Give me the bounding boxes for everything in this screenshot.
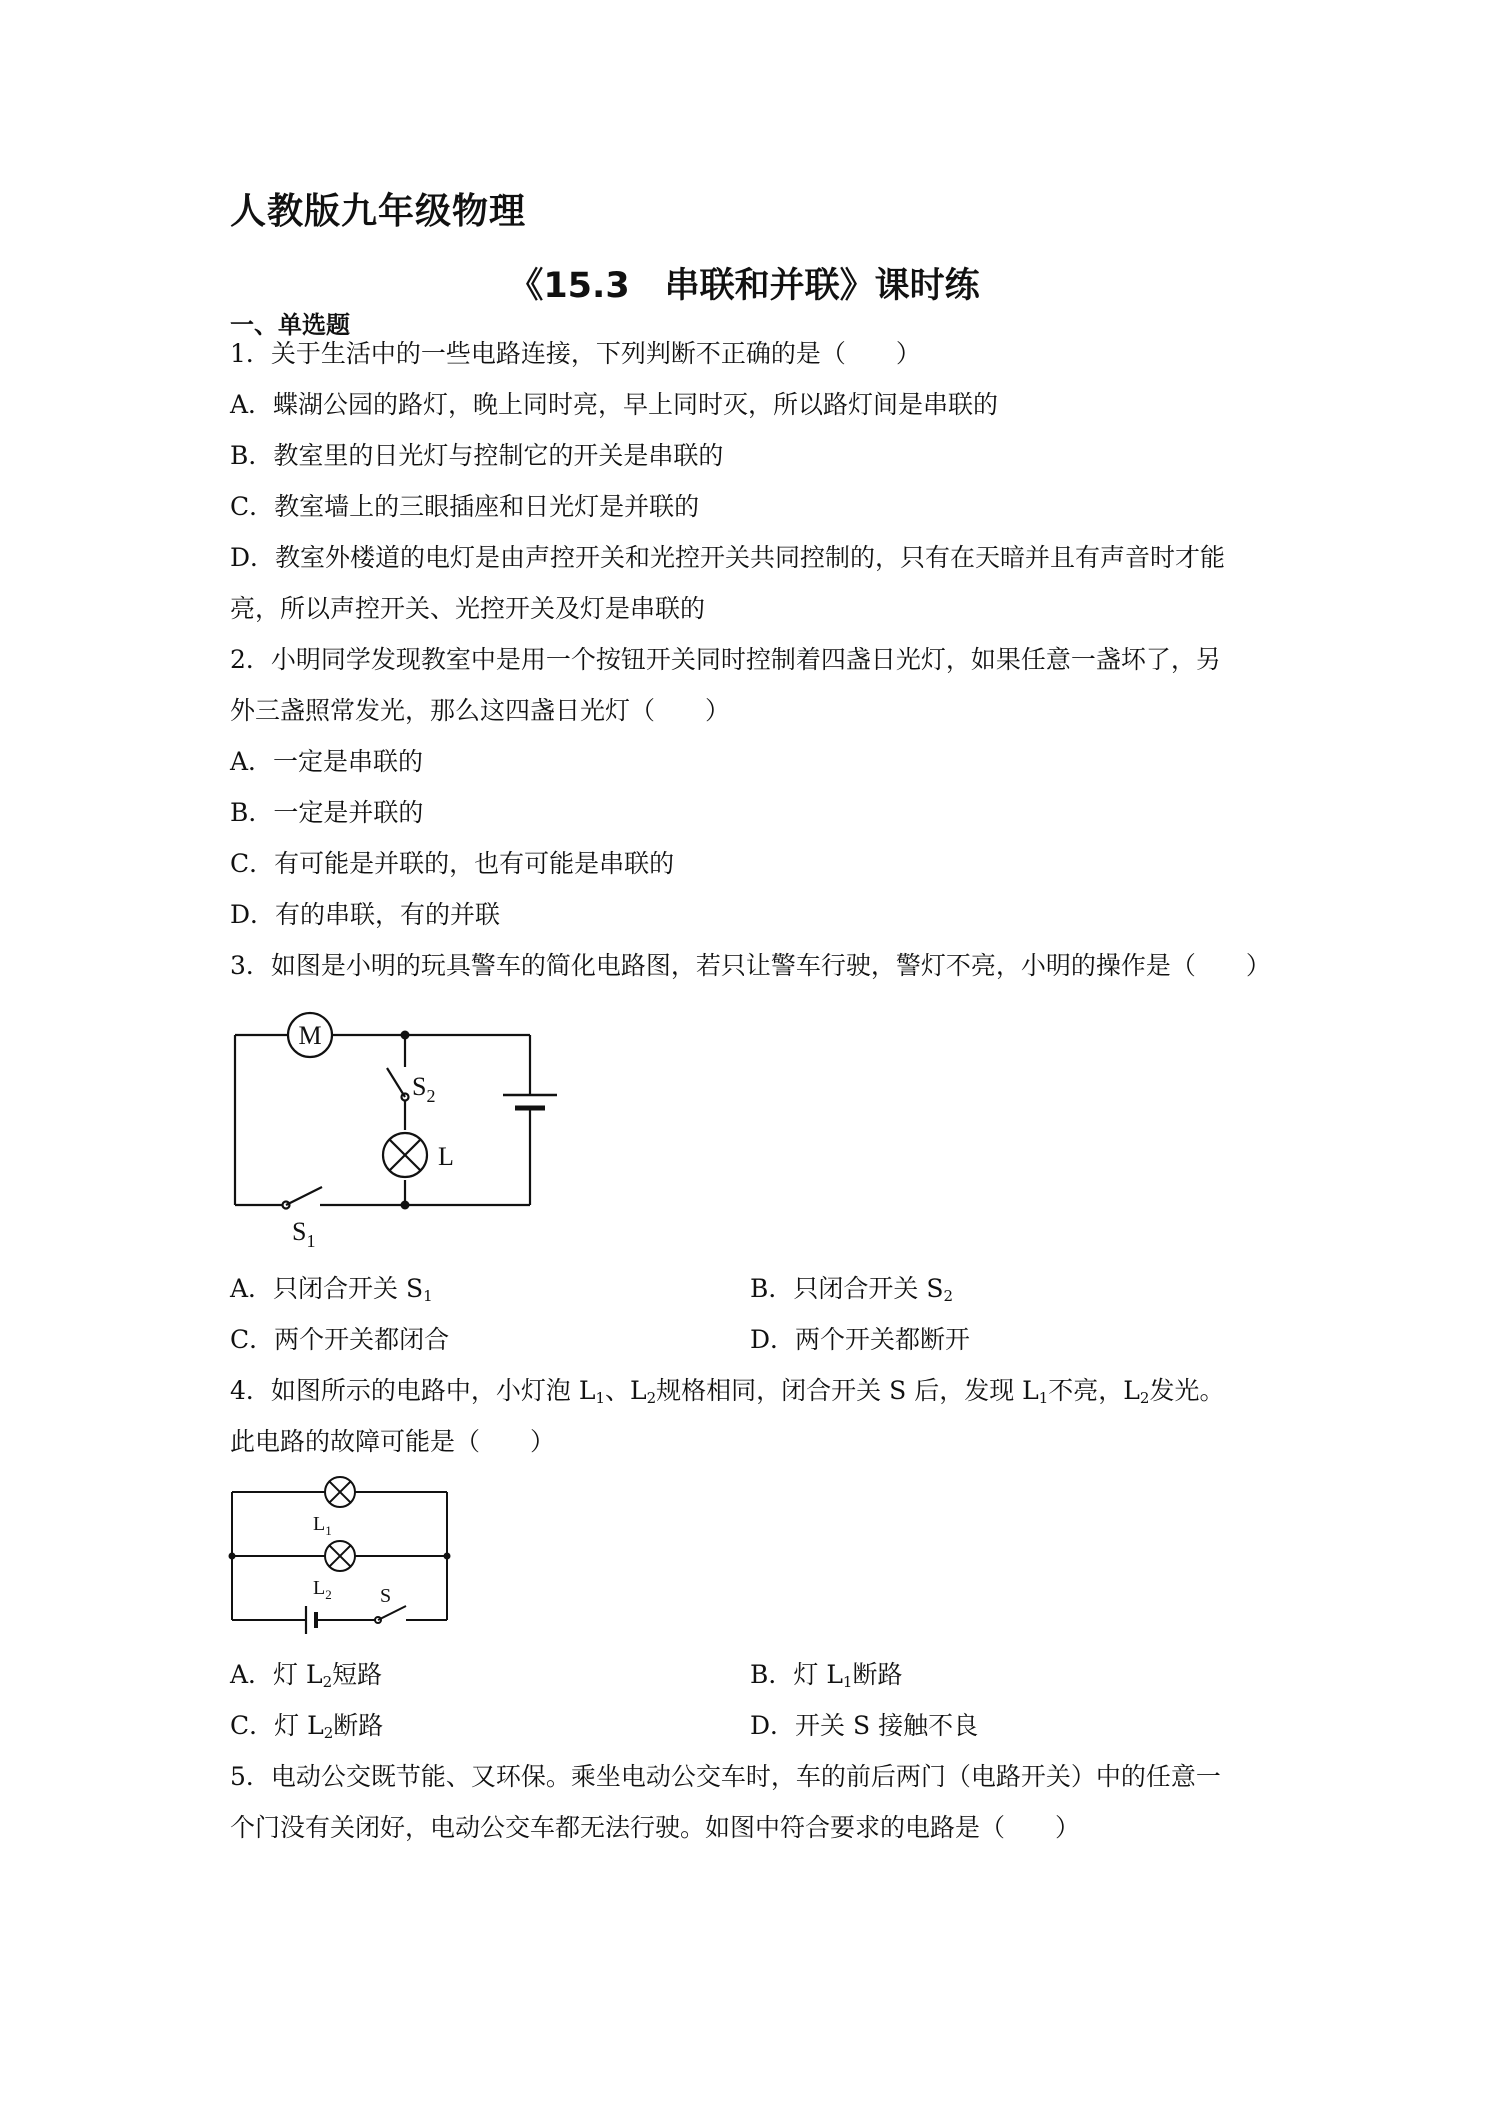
switch-s2-icon <box>387 1068 409 1101</box>
battery-icon <box>503 1095 557 1108</box>
page-title: 《15.3 串联和并联》课时练 <box>508 266 980 306</box>
battery-icon <box>306 1606 316 1634</box>
lamp-l2-label: $L_2$ <box>313 1577 332 1602</box>
switch-s1-label: $S_1$ <box>292 1217 316 1250</box>
q3-option-b: B．只闭合开关 $S_2$ <box>750 1274 953 1305</box>
switch-s-label: S <box>380 1585 392 1607</box>
switch-s-icon <box>375 1606 406 1623</box>
q4-circuit-diagram <box>220 1470 460 1635</box>
q3-circuit-diagram <box>220 1005 570 1250</box>
q4-stem-line2: 此电路的故障可能是（ ） <box>230 1427 556 1456</box>
switch-s2-label: $S_2$ <box>412 1072 436 1106</box>
q1-option-b: B．教室里的日光灯与控制它的开关是串联的 <box>230 441 724 470</box>
q1-stem: 1．关于生活中的一些电路连接，下列判断不正确的是（ ） <box>230 339 921 368</box>
q1-option-d: D．教室外楼道的电灯是由声控开关和光控开关共同控制的，只有在天暗并且有声音时才能 <box>230 543 1226 572</box>
q3-stem: 3．如图是小明的玩具警车的简化电路图，若只让警车行驶，警灯不亮，小明的操作是（ ） <box>230 951 1271 980</box>
q1-option-c: C．教室墙上的三眼插座和日光灯是并联的 <box>230 492 700 521</box>
q2-option-d: D．有的串联，有的并联 <box>230 900 501 929</box>
section-heading: 一、单选题 <box>230 311 350 339</box>
q5-stem-line2: 个门没有关闭好，电动公交车都无法行驶。如图中符合要求的电路是（ ） <box>230 1813 1081 1842</box>
q2-option-a: A．一定是串联的 <box>230 747 424 776</box>
lamp-l1-label: $L_1$ <box>313 1513 332 1538</box>
q2-stem-line2: 外三盏照常发光，那么这四盏日光灯（ ） <box>230 696 731 725</box>
q3-option-d: D．两个开关都断开 <box>750 1325 971 1354</box>
q3-option-a: A．只闭合开关 $S_1$ <box>230 1274 433 1305</box>
lamp-l2-icon <box>325 1541 355 1571</box>
q5-stem-line1: 5．电动公交既节能、又环保。乘坐电动公交车时，车的前后两门（电路开关）中的任意一 <box>230 1762 1221 1791</box>
q1-option-d-cont: 亮，所以声控开关、光控开关及灯是串联的 <box>230 594 706 623</box>
q4-stem-line1: 4．如图所示的电路中，小灯泡 $L_1$、$L_2$规格相同，闭合开关 S 后，发现 $L_1$不亮，$L_2$发光。 <box>230 1376 1225 1407</box>
q1-option-a: A．蝶湖公园的路灯，晚上同时亮，早上同时灭，所以路灯间是串联的 <box>230 390 999 419</box>
q4-option-c: C．灯 $L_2$断路 <box>230 1711 384 1742</box>
book-heading: 人教版九年级物理 <box>230 191 527 232</box>
switch-s1-icon <box>283 1187 323 1209</box>
lamp-label: L <box>438 1142 454 1171</box>
q2-stem-line1: 2．小明同学发现教室中是用一个按钮开关同时控制着四盏日光灯，如果任意一盏坏了，另 <box>230 645 1221 674</box>
q4-option-b: B．灯 $L_1$断路 <box>750 1660 903 1691</box>
q4-option-d: D．开关 S 接触不良 <box>750 1711 979 1740</box>
lamp-l1-icon <box>325 1477 355 1507</box>
q4-option-a: A．灯 $L_2$短路 <box>230 1660 383 1691</box>
lamp-icon <box>383 1133 427 1177</box>
q2-option-b: B．一定是并联的 <box>230 798 424 827</box>
q2-option-c: C．有可能是并联的，也有可能是串联的 <box>230 849 675 878</box>
motor-label: M <box>298 1021 322 1050</box>
q3-option-c: C．两个开关都闭合 <box>230 1325 450 1354</box>
